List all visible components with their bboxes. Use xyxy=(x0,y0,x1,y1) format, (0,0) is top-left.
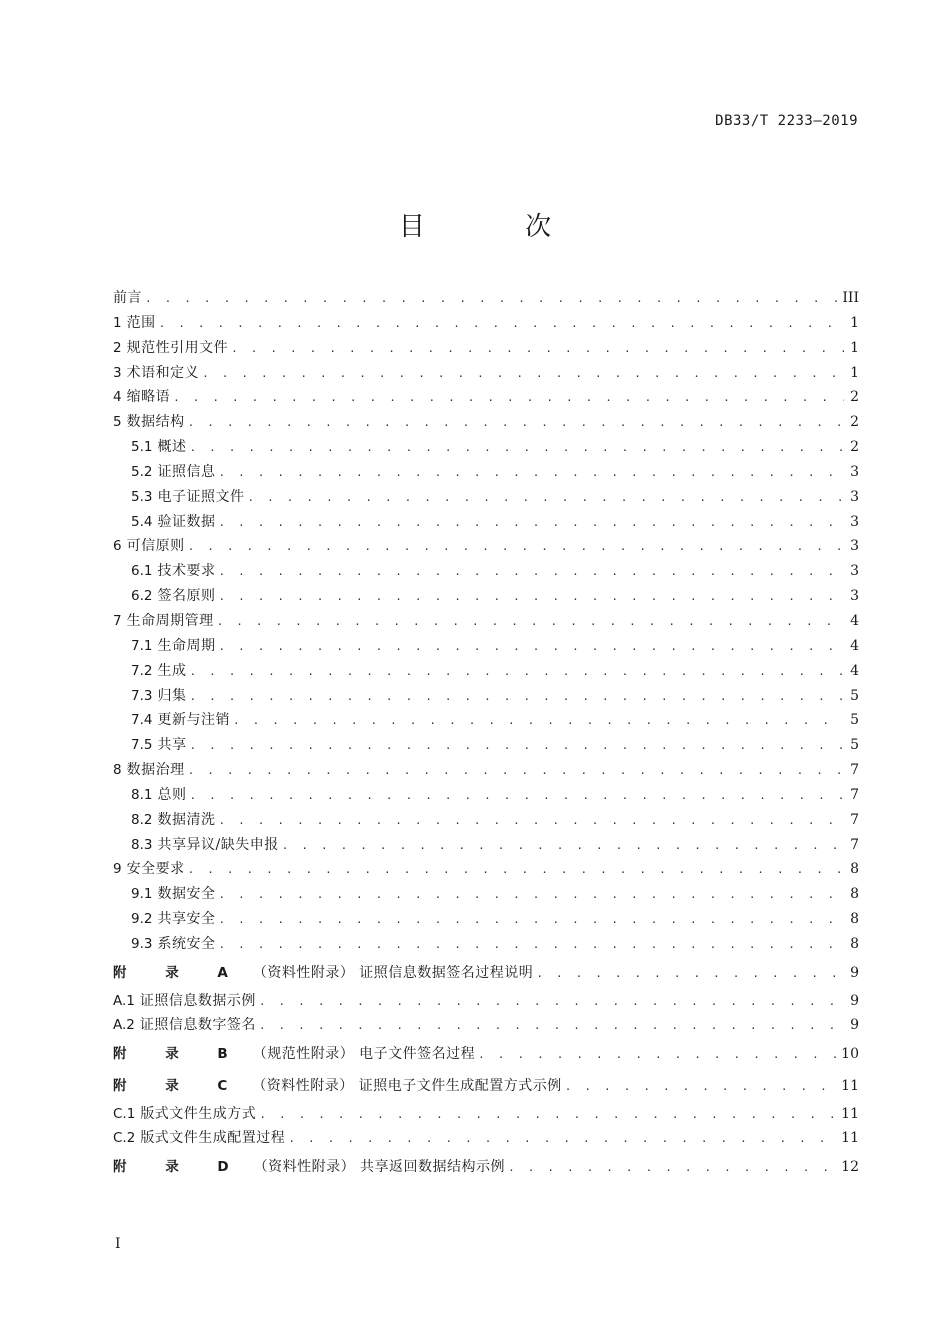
toc-dot-leader xyxy=(218,511,844,536)
toc-entry-label: 术语和定义 xyxy=(126,364,200,381)
toc-entry-number: 附 录 C xyxy=(113,1077,245,1094)
toc-entry-number: A.2 xyxy=(113,1017,135,1034)
toc-entry[interactable] xyxy=(113,435,859,460)
toc-entry-label: （资料性附录） 共享返回数据结构示例 xyxy=(253,1158,506,1175)
toc-dot-leader xyxy=(282,834,844,859)
toc-dot-leader xyxy=(189,436,844,461)
toc-entry-label: 共享安全 xyxy=(157,911,216,928)
toc-entry[interactable] xyxy=(113,609,859,634)
toc-dot-leader xyxy=(218,883,844,908)
toc-entry-number: 7.4 xyxy=(131,712,153,729)
toc-entry-number: 9.1 xyxy=(131,886,153,903)
toc-entry-label: 数据清洗 xyxy=(157,811,216,828)
toc-entry-page: 10 xyxy=(841,1045,859,1062)
toc-entry-label: 版式文件生成配置过程 xyxy=(140,1130,286,1147)
toc-dot-leader xyxy=(189,660,844,685)
toc-entry-label: 缩略语 xyxy=(126,389,171,406)
toc-entry-page: 1 xyxy=(850,314,859,331)
toc-entry-page: 7 xyxy=(850,811,859,828)
toc-entry-label: （资料性附录） 证照电子文件生成配置方式示例 xyxy=(252,1077,562,1094)
toc-entry[interactable] xyxy=(113,684,859,709)
toc-entry-page: 11 xyxy=(841,1130,859,1147)
toc-entry-page: 3 xyxy=(850,463,859,480)
toc-entry-number: 5.3 xyxy=(131,488,153,505)
toc-entry[interactable] xyxy=(113,659,859,684)
toc-entry[interactable] xyxy=(113,286,859,311)
toc-entry-page: 2 xyxy=(850,414,859,431)
toc-entry-label: 数据治理 xyxy=(126,762,185,779)
toc-entry-number: 7.1 xyxy=(131,637,153,654)
toc-entry-label: 生命周期管理 xyxy=(126,612,214,629)
toc-entry-page: 4 xyxy=(850,662,859,679)
toc-dot-leader xyxy=(218,908,844,933)
toc-entry-number: A.1 xyxy=(113,992,135,1009)
toc-entry-page: 3 xyxy=(850,588,859,605)
toc-entry-number: 7.5 xyxy=(131,737,153,754)
toc-entry[interactable] xyxy=(113,932,859,957)
toc-dot-leader xyxy=(565,1071,838,1103)
toc-entry[interactable] xyxy=(113,857,859,882)
toc-entry-label: 数据安全 xyxy=(157,886,216,903)
toc-entry-page: 1 xyxy=(850,364,859,381)
toc-dot-leader xyxy=(259,990,844,1015)
toc-dot-leader xyxy=(218,560,844,585)
toc-entry-label: 证照信息 xyxy=(157,463,216,480)
toc-entry[interactable] xyxy=(113,634,859,659)
toc-dot-leader xyxy=(145,287,839,312)
toc-dot-leader xyxy=(159,312,844,337)
toc-entry-page: 8 xyxy=(850,935,859,952)
toc-entry-label: 签名原则 xyxy=(157,588,216,605)
toc-entry-label: 可信原则 xyxy=(126,538,185,555)
toc-entry[interactable] xyxy=(113,1126,859,1151)
toc-entry-label: 更新与注销 xyxy=(157,712,230,729)
toc-entry-label: 证照信息数字签名 xyxy=(139,1017,256,1034)
toc-entry-page: 3 xyxy=(850,488,859,505)
toc-dot-leader xyxy=(189,685,844,710)
toc-entry-page: 7 xyxy=(850,786,859,803)
toc-entry[interactable] xyxy=(113,559,859,584)
toc-dot-leader xyxy=(233,709,844,734)
toc-entry-page: 3 xyxy=(850,513,859,530)
toc-entry-number: 附 录 B xyxy=(113,1045,245,1062)
toc-entry-page: 2 xyxy=(850,439,859,456)
toc-entry-label: 共享异议/缺失申报 xyxy=(157,836,279,853)
toc-entry-number: 附 录 D xyxy=(113,1158,246,1175)
toc-entry-page: 5 xyxy=(850,712,859,729)
toc-dot-leader xyxy=(536,958,844,990)
toc-entry-label: 归集 xyxy=(157,687,187,704)
toc-entry-label: 证照信息数据示例 xyxy=(139,992,256,1009)
toc-entry-page: 11 xyxy=(841,1105,859,1122)
toc-entry-number: 附 录 A xyxy=(113,964,245,981)
toc-entry-label: 生命周期 xyxy=(157,637,216,654)
toc-entry-page: 12 xyxy=(841,1158,859,1175)
toc-dot-leader xyxy=(259,1014,844,1039)
toc-entry[interactable] xyxy=(113,783,859,808)
toc-entry-number: 5.4 xyxy=(131,513,153,530)
toc-entry[interactable] xyxy=(113,1038,859,1070)
toc-dot-leader xyxy=(188,759,844,784)
toc-entry[interactable] xyxy=(113,510,859,535)
toc-entry-page: 7 xyxy=(850,836,859,853)
toc-dot-leader xyxy=(508,1152,838,1184)
toc-entry-page: 8 xyxy=(850,886,859,903)
toc-entry-number: 9.2 xyxy=(131,911,153,928)
toc-entry-page: 7 xyxy=(850,762,859,779)
toc-entry[interactable] xyxy=(113,833,859,858)
toc-entry[interactable] xyxy=(113,534,859,559)
toc-entry-number: 4 xyxy=(113,389,122,406)
toc-entry-label: 数据结构 xyxy=(126,414,185,431)
toc-entry[interactable] xyxy=(113,907,859,932)
toc-entry-number: 6.2 xyxy=(131,588,153,605)
toc-entry-page: 3 xyxy=(850,538,859,555)
toc-dot-leader xyxy=(218,635,844,660)
toc-entry[interactable] xyxy=(113,460,859,485)
toc-entry-number: 5 xyxy=(113,414,122,431)
toc-entry-page: 1 xyxy=(850,339,859,356)
page-title: 目 次 xyxy=(398,212,598,242)
toc-entry-page: 4 xyxy=(850,637,859,654)
toc-entry[interactable] xyxy=(113,957,859,989)
toc-entry-label: 电子证照文件 xyxy=(157,488,245,505)
toc-entry-page: 9 xyxy=(850,964,859,981)
toc-entry-label: 概述 xyxy=(157,439,187,456)
toc-dot-leader xyxy=(247,486,844,511)
toc-dot-leader xyxy=(218,933,844,958)
toc-entry[interactable] xyxy=(113,708,859,733)
toc-entry-number: C.1 xyxy=(113,1105,136,1122)
toc-dot-leader xyxy=(188,535,844,560)
toc-entry[interactable] xyxy=(113,1151,859,1183)
toc-entry-label: 验证数据 xyxy=(157,513,216,530)
page-folio: I xyxy=(115,1236,121,1252)
toc-dot-leader xyxy=(217,610,844,635)
toc-dot-leader xyxy=(189,734,844,759)
toc-entry-number: 9 xyxy=(113,861,122,878)
toc-entry-page: 4 xyxy=(850,612,859,629)
toc-entry-number: 8.2 xyxy=(131,811,153,828)
toc-entry-label: 技术要求 xyxy=(157,563,216,580)
standard-code: DB33/T 2233—2019 xyxy=(715,113,858,129)
toc-entry-number: 1 xyxy=(113,314,122,331)
toc-entry[interactable] xyxy=(113,584,859,609)
toc-entry-label: 范围 xyxy=(126,314,156,331)
toc-entry-page: 5 xyxy=(850,687,859,704)
toc-entry[interactable] xyxy=(113,1070,859,1102)
toc-dot-leader xyxy=(202,362,844,387)
toc-entry-label: 版式文件生成方式 xyxy=(140,1105,257,1122)
toc-entry-number: 8 xyxy=(113,762,122,779)
toc-entry-number: 9.3 xyxy=(131,935,153,952)
toc-entry-number: 8.3 xyxy=(131,836,153,853)
toc-entry[interactable] xyxy=(113,1102,859,1127)
toc-dot-leader xyxy=(231,337,844,362)
toc-entry-label: 系统安全 xyxy=(157,935,216,952)
toc-entry-number: 7 xyxy=(113,612,122,629)
toc-entry-number: 5.1 xyxy=(131,439,153,456)
toc-dot-leader xyxy=(218,585,844,610)
toc-entry-page: 8 xyxy=(850,911,859,928)
toc-entry[interactable] xyxy=(113,385,859,410)
toc-entry[interactable] xyxy=(113,361,859,386)
toc-entry[interactable] xyxy=(113,311,859,336)
toc-dot-leader xyxy=(173,386,844,411)
toc-entry-label: 生成 xyxy=(157,662,187,679)
toc-entry-label: 总则 xyxy=(157,786,187,803)
toc-dot-leader xyxy=(218,461,844,486)
toc-entry-label: 共享 xyxy=(157,737,187,754)
toc-entry-number: 8.1 xyxy=(131,786,153,803)
toc-entry-page: III xyxy=(842,290,859,306)
toc-entry-page: 8 xyxy=(850,861,859,878)
toc-dot-leader xyxy=(478,1039,838,1071)
toc-entry-number: 3 xyxy=(113,364,122,381)
toc-entry-number: 5.2 xyxy=(131,463,153,480)
toc-entry-page: 3 xyxy=(850,563,859,580)
toc-dot-leader xyxy=(188,411,844,436)
toc-dot-leader xyxy=(288,1127,838,1152)
toc-entry-number: 2 xyxy=(113,339,122,356)
toc-entry-label: 规范性引用文件 xyxy=(126,339,229,356)
toc-entry-number: 7.3 xyxy=(131,687,153,704)
toc-entry-page: 11 xyxy=(841,1077,859,1094)
toc-entry-page: 9 xyxy=(850,992,859,1009)
toc-dot-leader xyxy=(189,784,844,809)
toc-dot-leader xyxy=(218,809,844,834)
toc-entry-page: 9 xyxy=(850,1017,859,1034)
table-of-contents xyxy=(113,286,859,1183)
toc-entry[interactable] xyxy=(113,733,859,758)
toc-entry[interactable] xyxy=(113,989,859,1014)
toc-entry-label: （资料性附录） 证照信息数据签名过程说明 xyxy=(252,964,534,981)
toc-entry[interactable] xyxy=(113,758,859,783)
toc-dot-leader xyxy=(188,858,844,883)
toc-entry[interactable] xyxy=(113,410,859,435)
toc-entry-label: 安全要求 xyxy=(126,861,185,878)
toc-entry-number: 7.2 xyxy=(131,662,153,679)
toc-entry[interactable] xyxy=(113,336,859,361)
toc-entry[interactable] xyxy=(113,808,859,833)
toc-entry-page: 2 xyxy=(850,389,859,406)
toc-entry-number: 6.1 xyxy=(131,563,153,580)
toc-entry-number: 6 xyxy=(113,538,122,555)
toc-entry-label: （规范性附录） 电子文件签名过程 xyxy=(252,1045,476,1062)
toc-entry-page: 5 xyxy=(850,737,859,754)
toc-dot-leader xyxy=(259,1103,838,1128)
toc-entry[interactable] xyxy=(113,882,859,907)
toc-entry-label: 前言 xyxy=(113,290,142,306)
toc-entry[interactable] xyxy=(113,485,859,510)
toc-entry[interactable] xyxy=(113,1013,859,1038)
toc-entry-number: C.2 xyxy=(113,1130,136,1147)
